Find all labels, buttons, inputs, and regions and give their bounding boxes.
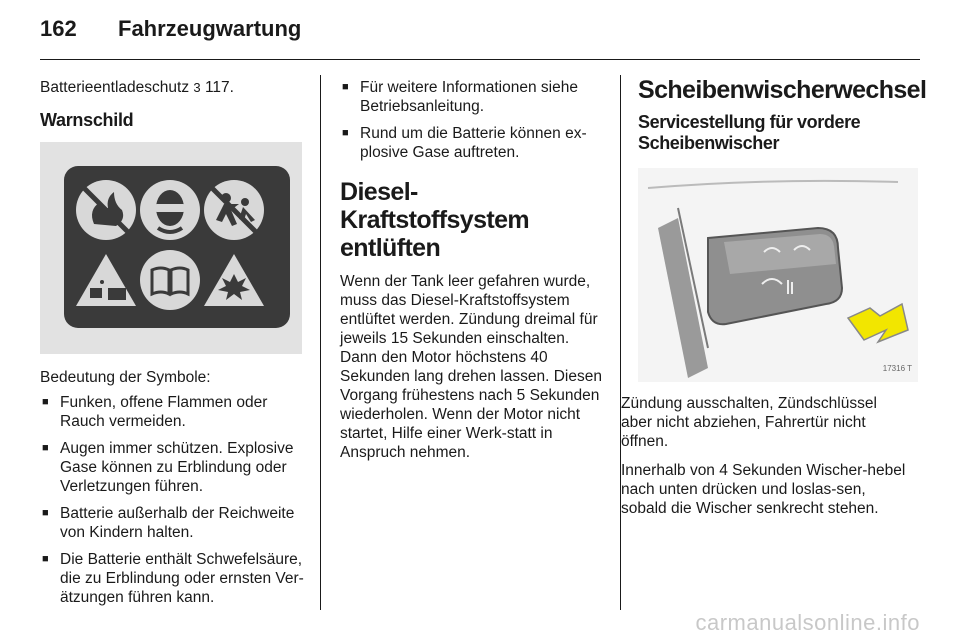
no-children-icon	[204, 180, 264, 240]
list-item: ■ Augen immer schützen. Explosive Gase können zu Erblindung oder Verletzungen führen.	[40, 439, 305, 496]
column-2	[340, 72, 605, 472]
intro-line	[40, 78, 305, 97]
battery-list-continued	[340, 78, 605, 162]
watermark: carmanualsonline.info	[695, 610, 920, 635]
diesel-paragraph: Wenn der Tank leer gefahren wurde, muss das Diesel-Kraftstoffsystem entlüftet werden. Zündung dreimal für jeweils 15 Sekunden einschalten. Dann den Motor höchstens 40 Sekunden lang drehen lassen. Diesen Vorgang frühestens nach 5 Sekunden wiederholen. Wenn der Motor nicht startet, Hilfe einer Werk-statt in Anspruch nehmen.	[340, 273, 602, 461]
page-header	[40, 16, 301, 52]
ref-arrow-icon: 3	[193, 80, 201, 95]
wiper-para-2: Innerhalb von 4 Sekunden Wischer-hebel nach unten drücken und loslas-sen, sobald die Wischer senkrecht stehen.	[621, 462, 906, 517]
warning-label-figure	[40, 142, 302, 354]
list-item: ■ Die Batterie enthält Schwefelsäure, die zu Erblindung oder ernsten Ver-ätzungen führen kann.	[40, 550, 305, 607]
diesel-section-heading: Diesel-Kraftstoffsystem entlüften	[340, 178, 530, 262]
wiper-lever-figure	[638, 168, 918, 382]
wiper-lever-graphic	[638, 168, 918, 382]
column-3	[621, 72, 927, 528]
list-item: ■ Funken, offene Flammen oder Rauch vermeiden.	[40, 393, 305, 431]
intro-text: Batterieentladeschutz	[40, 79, 190, 96]
page-number: 162	[40, 16, 77, 41]
warning-symbols-graphic	[40, 142, 302, 354]
wiper-section-heading: Scheibenwischerwechsel	[638, 76, 927, 104]
intro-page-ref[interactable]: 117.	[204, 79, 234, 96]
read-manual-icon	[140, 250, 200, 310]
list-item: ■ Rund um die Batterie können ex-plosive Gase auftreten.	[340, 124, 605, 162]
wiper-subheading: Servicestellung für vordere Scheibenwischer	[638, 112, 861, 153]
eye-protection-icon	[140, 180, 200, 240]
column-1	[40, 72, 305, 615]
no-flames-icon	[76, 180, 136, 240]
column-divider-1	[320, 75, 321, 610]
symbols-list	[40, 393, 305, 607]
figure-code: 17316 T	[882, 364, 912, 373]
symbols-intro: Bedeutung der Symbole:	[40, 369, 211, 386]
warnschild-heading: Warnschild	[40, 110, 134, 130]
list-item: ■ Für weitere Informationen siehe Betriebsanleitung.	[340, 78, 605, 116]
page-title: Fahrzeugwartung	[118, 16, 302, 41]
list-item: ■ Batterie außerhalb der Reichweite von Kindern halten.	[40, 504, 305, 542]
direction-arrow-icon	[848, 304, 908, 342]
header-rule	[40, 59, 920, 60]
wiper-para-1: Zündung ausschalten, Zündschlüssel aber nicht abziehen, Fahrertür nicht öffnen.	[621, 395, 877, 450]
